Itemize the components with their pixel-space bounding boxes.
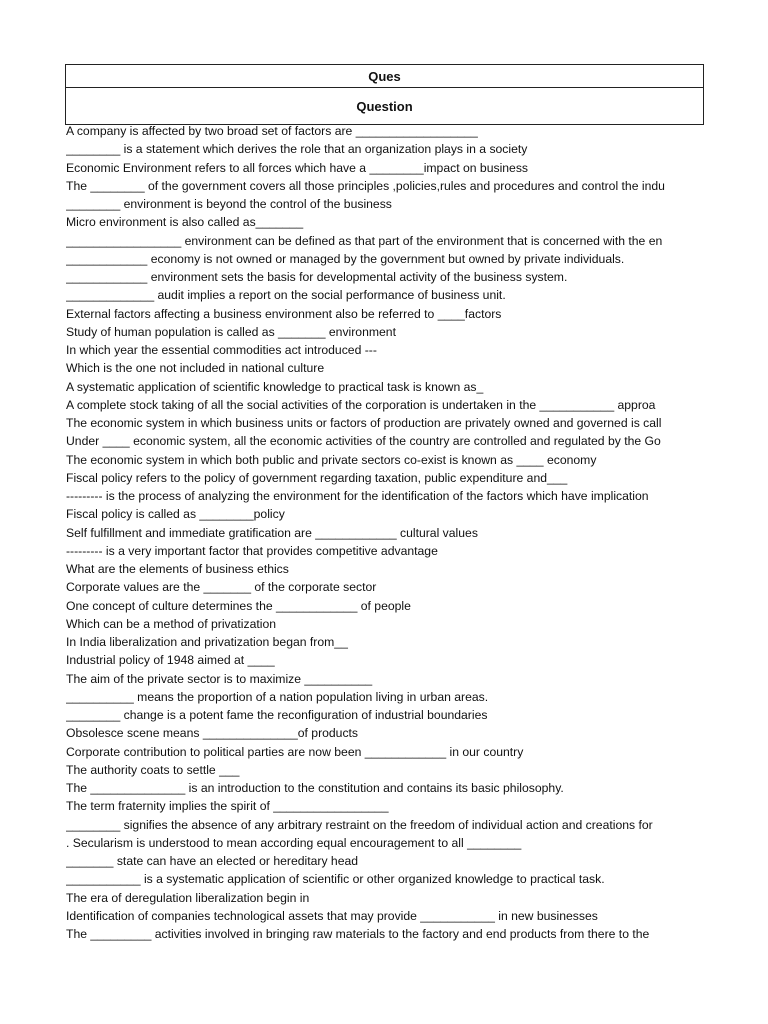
question-line: The ________ of the government covers all those principles ,policies,rules and procedures and control the indu (66, 178, 665, 193)
question-line: ________ signifies the absence of any arbitrary restraint on the freedom of individual action and creations for (66, 817, 653, 832)
question-line: Micro environment is also called as_______ (66, 215, 304, 230)
question-line: The economic system in which business units or factors of production are privately owned and governed is call (66, 416, 662, 430)
question-line: ________ is a statement which derives the role that an organization plays in a society (66, 142, 528, 157)
question-line: The _________ activities involved in bringing raw materials to the factory and end products from there to the (66, 927, 650, 941)
question-line: Corporate values are the _______ of the corporate sector (66, 580, 377, 595)
question-line: In India liberalization and privatization began from__ (66, 635, 348, 649)
question-line: A systematic application of scientific knowledge to practical task is known as_ (66, 379, 484, 394)
question-line: In which year the essential commodities act introduced --- (66, 343, 377, 357)
question-line: The economic system in which both public and private sectors co-exist is known as ____ economy (66, 452, 597, 467)
question-line: A company is affected by two broad set of factors are __________________ (66, 124, 478, 138)
question-line: ________ environment is beyond the control of the business (66, 197, 392, 211)
question-line: ____________ economy is not owned or managed by the government but owned by private individuals. (66, 251, 625, 266)
question-line: _______ state can have an elected or hereditary head (66, 854, 359, 868)
question-line: Under ____ economic system, all the economic activities of the country are controlled and regulated by the Go (66, 434, 661, 449)
question-line: Industrial policy of 1948 aimed at ____ (66, 653, 275, 668)
question-line: ________ change is a potent fame the reconfiguration of industrial boundaries (66, 708, 488, 722)
question-line: --------- is a very important factor that provides competitive advantage (66, 543, 438, 558)
question-line: __________ means the proportion of a nation population living in urban areas. (66, 689, 489, 704)
question-line: --------- is the process of analyzing the environment for the identification of the factors which have implication (66, 489, 649, 503)
question-line: . Secularism is understood to mean according equal encouragement to all ________ (66, 835, 522, 850)
question-line: The aim of the private sector is to maximize __________ (66, 671, 373, 686)
question-line: Economic Environment refers to all forces which have a ________impact on business (66, 160, 529, 175)
question-line: The term fraternity implies the spirit of _________________ (66, 799, 389, 814)
question-line: _____________ audit implies a report on the social performance of business unit. (66, 288, 506, 303)
question-line: ____________ environment sets the basis for developmental activity of the business system. (66, 270, 568, 284)
question-line: Which can be a method of privatization (66, 616, 277, 631)
question-table-header (65, 64, 704, 125)
question-line: What are the elements of business ethics (66, 562, 289, 576)
question-line: Fiscal policy is called as ________policy (66, 507, 285, 522)
column-header-question: Question (356, 98, 413, 114)
question-line: Study of human population is called as _______ environment (66, 324, 396, 339)
question-line: Fiscal policy refers to the policy of government regarding taxation, public expenditure and___ (66, 470, 568, 485)
question-line: One concept of culture determines the ____________ of people (66, 598, 411, 613)
question-line: The era of deregulation liberalization begin in (66, 890, 310, 905)
column-header-ques: Ques (66, 65, 703, 88)
question-list (66, 122, 704, 943)
question-line: ___________ is a systematic application of scientific or other organized knowledge to practical task. (66, 872, 605, 887)
question-line: A complete stock taking of all the social activities of the corporation is undertaken in the ___________ approa (66, 397, 656, 412)
question-line: Identification of companies technological assets that may provide ___________ in new businesses (66, 908, 598, 923)
question-line: The authority coats to settle ___ (66, 762, 240, 777)
question-line: Obsolesce scene means ______________of products (66, 726, 359, 741)
question-line: The ______________ is an introduction to the constitution and contains its basic philosophy. (66, 781, 564, 795)
question-line: Self fulfillment and immediate gratification are ____________ cultural values (66, 525, 478, 540)
question-line: Corporate contribution to political parties are now been ____________ in our country (66, 744, 524, 759)
question-line: External factors affecting a business environment also be referred to ____factors (66, 306, 502, 321)
question-line: _________________ environment can be defined as that part of the environment that is concerned with the en (66, 233, 663, 248)
question-line: Which is the one not included in national culture (66, 361, 325, 376)
